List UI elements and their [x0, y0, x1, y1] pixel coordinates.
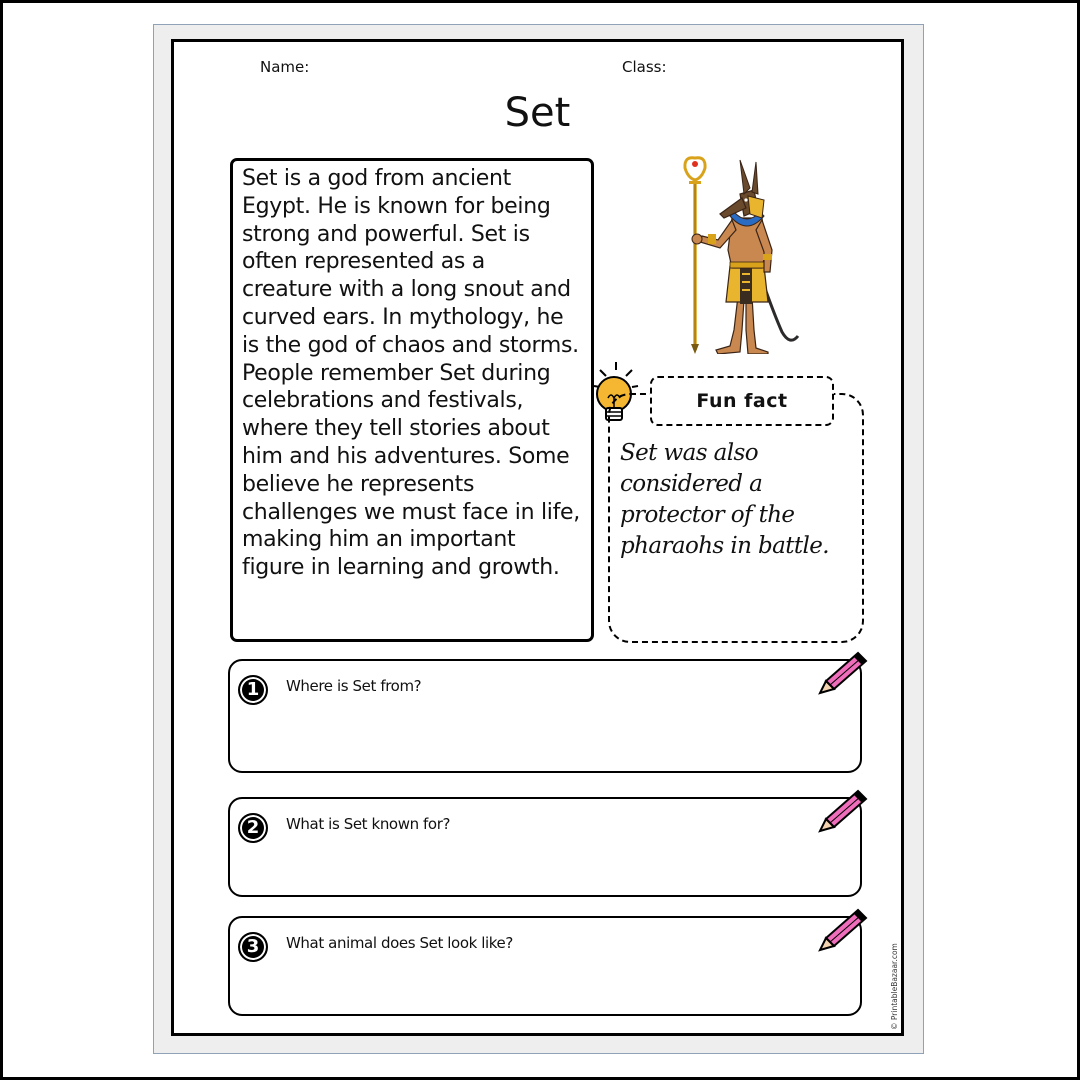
question-text-3: What animal does Set look like?	[286, 934, 513, 952]
question-box-2[interactable]	[228, 797, 862, 897]
reading-passage: Set is a god from ancient Egypt. He is known for being strong and powerful. Set is often represented as a creature with a long snout and curved ears. In mythology, he is the god of chaos and storms. People remember Set during celebrations and festivals, where they tell stories about him and his adventures. Some believe he represents challenges we must face in life, making him an important figure in learning and growth.	[230, 158, 594, 642]
worksheet-page	[171, 39, 904, 1036]
class-label: Class:	[622, 58, 667, 76]
copyright-notice: © PrintableBazaar.com	[890, 943, 899, 1030]
question-text-1: Where is Set from?	[286, 677, 422, 695]
question-box-1[interactable]	[228, 659, 862, 773]
pencil-icon	[816, 789, 868, 833]
question-number-1: 1	[238, 675, 268, 705]
worksheet-sheet	[153, 24, 924, 1054]
page-title: Set	[504, 90, 571, 136]
name-label: Name:	[260, 58, 310, 76]
fun-fact-text: Set was also considered a protector of the pharaohs in battle.	[620, 440, 830, 559]
question-box-3[interactable]	[228, 916, 862, 1016]
question-text-2: What is Set known for?	[286, 815, 451, 833]
egyptian-god-figure	[644, 154, 804, 354]
fun-fact-label: Fun fact	[650, 376, 834, 426]
pencil-icon	[816, 651, 868, 695]
question-number-2: 2	[238, 813, 268, 843]
pencil-icon	[816, 908, 868, 952]
question-number-3: 3	[238, 932, 268, 962]
